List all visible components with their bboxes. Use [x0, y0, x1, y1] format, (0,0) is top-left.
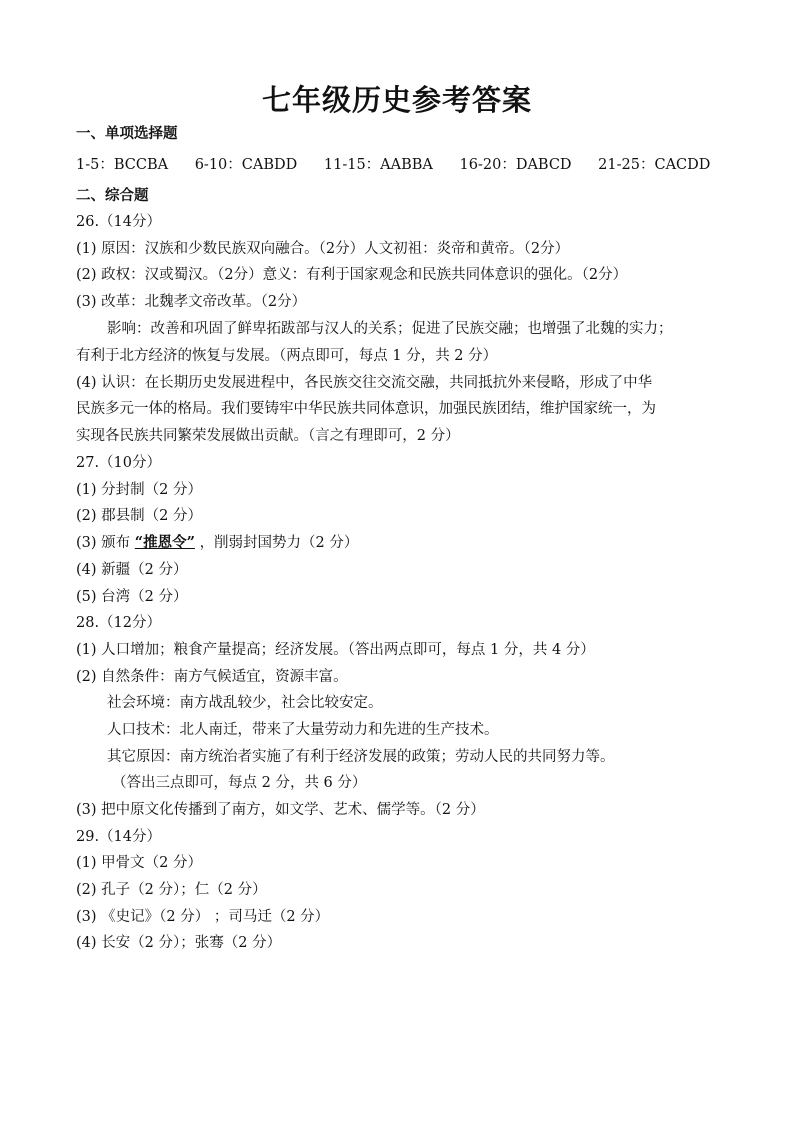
q26-line-6: (4) 认识：在长期历史发展进程中，各民族交往交流交融，共同抵抗外来侵略，形成了中华 [76, 375, 653, 391]
q29-line-2: (2) 孔子（2 分）；仁（2 分） [76, 882, 267, 898]
q27-line-1: (1) 分封制（2 分） [76, 482, 202, 498]
q28-line-3: 社会环境：南方战乱较少，社会比较安定。 [107, 695, 383, 711]
page-title: 七年级历史参考答案 [261, 83, 532, 117]
answer-group-16-20: 16-20：DABCD [459, 157, 572, 173]
q27-heading: 27.（10分） [76, 455, 162, 471]
q26-line-3: (3) 改革：北魏孝文帝改革。（2分） [76, 294, 307, 310]
q28-line-6: （答出三点即可，每点 2 分，共 6 分） [112, 775, 367, 791]
q27-line-2: (2) 郡县制（2 分） [76, 508, 202, 524]
answer-group-11-15: 11-15：AABBA [323, 157, 433, 173]
answer-group-6-10: 6-10：CABDD [194, 157, 298, 173]
multiple-choice-answers [76, 155, 732, 175]
q26-heading: 26.（14分） [76, 214, 162, 230]
q28-line-7: (3) 把中原文化传播到了南方，如文学、艺术、儒学等。（2 分） [76, 802, 485, 818]
q29-heading: 29.（14分） [76, 829, 162, 845]
q27-line-3-prefix: (3) 颁布 [76, 535, 131, 551]
answer-group-1-5: 1-5：BCCBA [76, 157, 169, 173]
q27-line-3-suffix: ，削弱封国势力（2 分） [199, 535, 359, 551]
q26-line-7: 民族多元一体的格局。我们要铸牢中华民族共同体意识，加强民族团结，维护国家统一，为 [76, 401, 656, 417]
q28-heading: 28.（12分） [76, 615, 162, 631]
q29-line-3: (3) 《史记》（2 分） ；司马迁（2 分） [76, 909, 330, 925]
q26-line-1: (1) 原因：汉族和少数民族双向融合。（2分）人文初祖：炎帝和黄帝。（2分） [76, 241, 570, 257]
answer-group-21-25: 21-25：CACDD [598, 157, 711, 173]
q28-line-4: 人口技术：北人南迁，带来了大量劳动力和先进的生产技术。 [107, 722, 499, 738]
q28-line-2: (2) 自然条件：南方气候适宜，资源丰富。 [76, 669, 348, 685]
q26-line-4: 影响：改善和巩固了鲜卑拓跋部与汉人的关系；促进了民族交融；也增强了北魏的实力； [107, 321, 673, 337]
q26-line-8: 实现各民族共同繁荣发展做出贡献。（言之有理即可，2 分） [76, 428, 460, 444]
q27-edict-name: “推恩令” [134, 534, 195, 551]
section-heading-multiple-choice: 一、单项选择题 [76, 125, 178, 142]
q29-line-4: (4) 长安（2 分）；张骞（2 分） [76, 935, 282, 951]
q29-line-1: (1) 甲骨文（2 分） [76, 855, 202, 871]
q28-line-1: (1) 人口增加；粮食产量提高；经济发展。（答出两点即可，每点 1 分，共 4 分） [76, 642, 595, 658]
q26-line-5: 有利于北方经济的恢复与发展。（两点即可，每点 1 分，共 2 分） [76, 348, 498, 364]
q27-line-4: (4) 新疆（2 分） [76, 562, 188, 578]
section-heading-comprehensive: 二、综合题 [76, 187, 149, 204]
q28-line-5: 其它原因：南方统治者实施了有利于经济发展的政策；劳动人民的共同努力等。 [107, 749, 615, 765]
q27-line-3 [76, 533, 358, 553]
q26-line-2: (2) 政权：汉或蜀汉。（2分）意义：有利于国家观念和民族共同体意识的强化。（2分） [76, 267, 628, 283]
q27-line-5: (5) 台湾（2 分） [76, 589, 188, 605]
